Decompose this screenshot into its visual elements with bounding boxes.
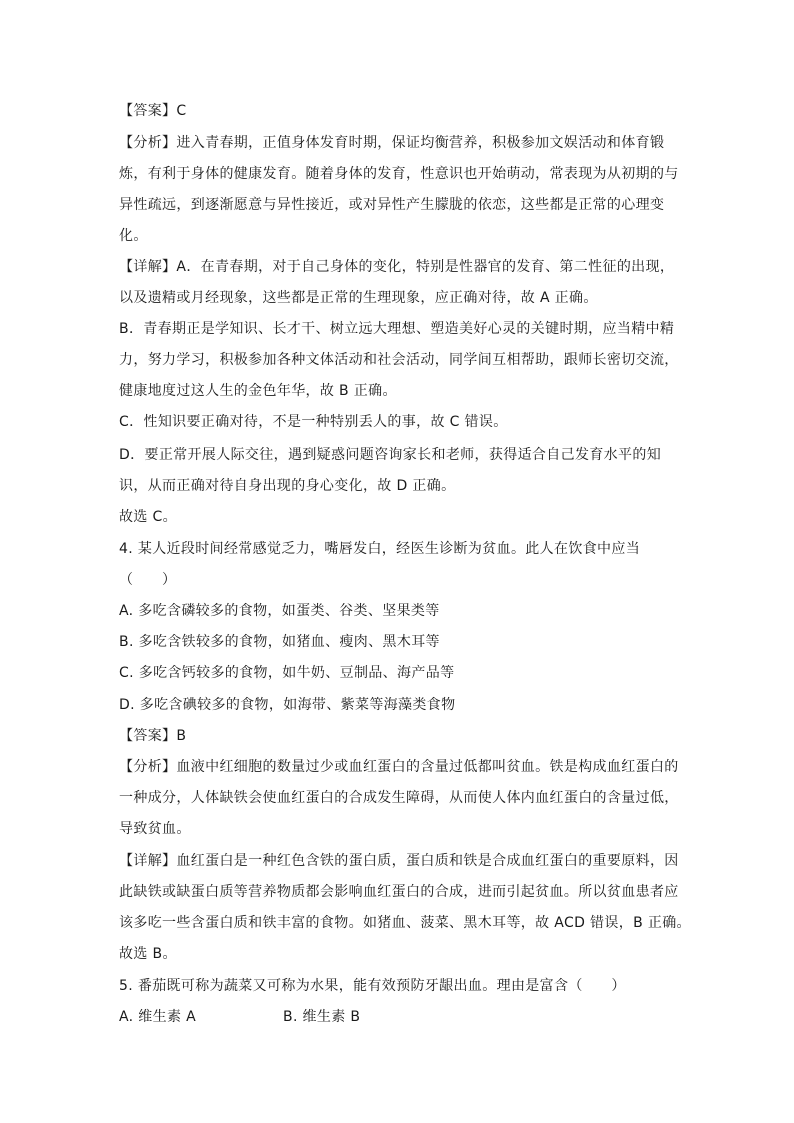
conclusion-q3: 故选 C。 [119,509,177,525]
analysis-paragraph-q4-line2: 一种成分，人体缺铁会使血红蛋白的合成发生障碍，从而使人体内血红蛋白的含量过低， [119,790,679,806]
detail-option-b-line3: 健康地度过这人生的金色年华，故 B 正确。 [119,383,397,399]
conclusion-q4: 故选 B。 [119,946,177,962]
detail-option-c: C．性知识要正确对待，不是一种特别丢人的事，故 C 错误。 [119,414,508,430]
detail-paragraph-q4-line2: 此缺铁或缺蛋白质等营养物质都会影响血红蛋白的合成，进而引起贫血。所以贫血患者应 [119,884,679,900]
analysis-paragraph-q3-line2: 炼，有利于身体的健康发育。随着身体的发育，性意识也开始萌动，常表现为从初期的与 [119,166,679,182]
detail-paragraph-q3-line2: 以及遗精或月经现象，这些都是正常的生理现象，应正确对待，故 A 正确。 [119,290,598,306]
question-4-option-c: C. 多吃含钙较多的食物，如牛奶、豆制品、海产品等 [119,665,455,681]
analysis-paragraph-q4: 【分析】血液中红细胞的数量过少或血红蛋白的含量过低都叫贫血。铁是构成血红蛋白的 [119,759,679,775]
question-4-blank: （ ） [119,572,177,588]
analysis-paragraph-q3-line3: 异性疏远，到逐渐愿意与异性接近，或对异性产生朦胧的依恋，这些都是正常的心理变 [119,197,665,213]
detail-option-d-line2: 识，从而正确对待自身出现的身心变化，故 D 正确。 [119,478,456,494]
answer-label-q3: 【答案】C [119,103,187,119]
question-4-stem: 4. 某人近段时间经常感觉乏力，嘴唇发白，经医生诊断为贫血。此人在饮食中应当 [119,541,641,557]
detail-option-b: B．青春期正是学知识、长才干、树立远大理想、塑造美好心灵的关键时期，应当精中精 [119,321,675,337]
question-5-option-b: B. 维生素 B [283,1009,361,1025]
analysis-paragraph-q3-line4: 化。 [119,228,148,244]
analysis-paragraph-q3: 【分析】进入青春期，正值身体发育时期，保证均衡营养，积极参加文娱活动和体育锻 [119,135,665,151]
analysis-paragraph-q4-line3: 导致贫血。 [119,821,191,837]
detail-paragraph-q4-line3: 该多吃一些含蛋白质和铁丰富的食物。如猪血、菠菜、黑木耳等，故 ACD 错误，B 正确。 [119,915,691,931]
detail-option-d: D．要正常开展人际交往，遇到疑惑问题咨询家长和老师，获得适合自己发育水平的知 [119,447,662,463]
question-4-option-a: A. 多吃含磷较多的食物，如蛋类、谷类、坚果类等 [119,603,440,619]
detail-option-b-line2: 力，努力学习，积极参加各种文体活动和社会活动，同学间互相帮助，跟师长密切交流， [119,352,679,368]
detail-paragraph-q4: 【详解】血红蛋白是一种红色含铁的蛋白质，蛋白质和铁是合成血红蛋白的重要原料，因 [119,853,679,869]
answer-label-q4: 【答案】B [119,728,187,744]
question-5-stem: 5. 番茄既可称为蔬菜又可称为水果，能有效预防牙龈出血。理由是富含（ ） [119,978,626,994]
question-4-option-b: B. 多吃含铁较多的食物，如猪血、瘦肉、黑木耳等 [119,634,440,650]
question-5-option-a: A. 维生素 A [119,1009,197,1025]
detail-paragraph-q3: 【详解】A．在青春期，对于自己身体的变化，特别是性器官的发育、第二性征的出现， [119,259,675,275]
question-4-option-d: D. 多吃含碘较多的食物，如海带、紫菜等海藻类食物 [119,697,456,713]
